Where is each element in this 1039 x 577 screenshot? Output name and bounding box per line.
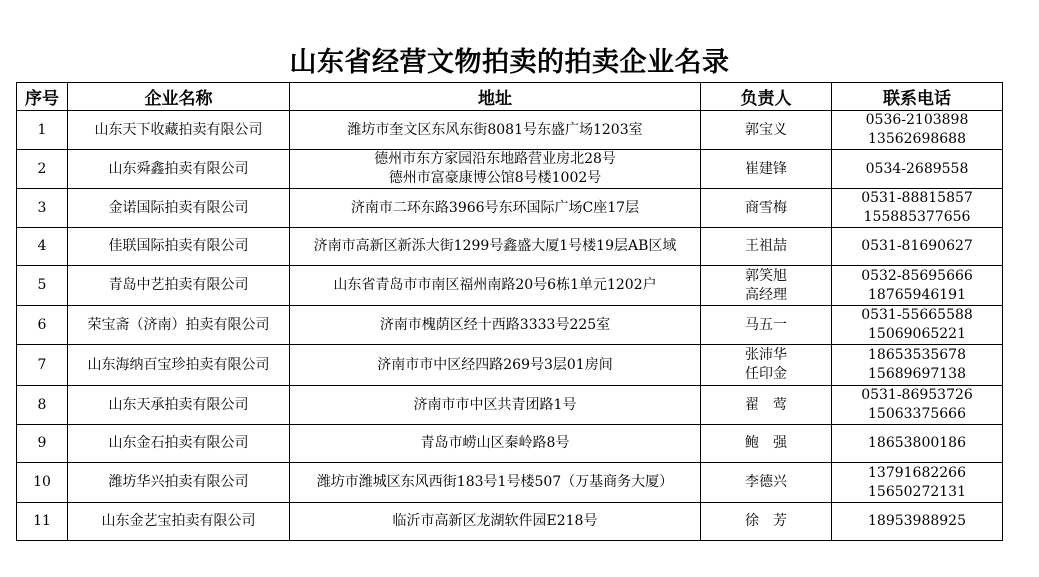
table-row: [17, 503, 1003, 541]
cell-no: 4: [17, 228, 68, 266]
table-row: [17, 111, 1003, 150]
cell-person-in-charge: 鲍 强: [701, 425, 832, 463]
page-title: 山东省经营文物拍卖的拍卖企业名录: [289, 47, 730, 78]
cell-no: 7: [17, 345, 68, 386]
cell-person-in-charge: 翟 莺: [701, 386, 832, 425]
cell-address: 潍坊市奎文区东风东街8081号东盛广场1203室: [290, 111, 701, 150]
cell-person-in-charge: 王祖喆: [701, 228, 832, 266]
table-header-row: [17, 83, 1003, 111]
cell-phone: 18653535678 15689697138: [832, 345, 1003, 386]
header-address: 地址: [290, 83, 701, 111]
cell-company-name: 佳联国际拍卖有限公司: [68, 228, 290, 266]
cell-address: 临沂市高新区龙湖软件园E218号: [290, 503, 701, 541]
cell-phone: 0532-85695666 18765946191: [832, 266, 1003, 306]
table-row: [17, 228, 1003, 266]
table-row: [17, 306, 1003, 345]
cell-person-in-charge: 张沛华 任印金: [701, 345, 832, 386]
cell-phone: 13791682266 15650272131: [832, 463, 1003, 503]
cell-address: 济南市槐荫区经十西路3333号225室: [290, 306, 701, 345]
header-no: 序号: [17, 83, 68, 111]
table-row: [17, 425, 1003, 463]
cell-company-name: 山东海纳百宝珍拍卖有限公司: [68, 345, 290, 386]
table-row: [17, 345, 1003, 386]
table-row: [17, 463, 1003, 503]
cell-company-name: 山东天承拍卖有限公司: [68, 386, 290, 425]
cell-phone: 0531-88815857 155885377656: [832, 189, 1003, 228]
cell-person-in-charge: 马五一: [701, 306, 832, 345]
cell-address: 济南市高新区新泺大街1299号鑫盛大厦1号楼19层AB区域: [290, 228, 701, 266]
cell-person-in-charge: 李德兴: [701, 463, 832, 503]
cell-address: 济南市市中区经四路269号3层01房间: [290, 345, 701, 386]
header-name: 企业名称: [68, 83, 290, 111]
cell-no: 6: [17, 306, 68, 345]
cell-person-in-charge: 郭笑旭 高经理: [701, 266, 832, 306]
cell-no: 9: [17, 425, 68, 463]
cell-company-name: 青岛中艺拍卖有限公司: [68, 266, 290, 306]
cell-no: 8: [17, 386, 68, 425]
cell-company-name: 山东金艺宝拍卖有限公司: [68, 503, 290, 541]
table-row: [17, 266, 1003, 306]
enterprise-table: [16, 82, 1003, 541]
cell-company-name: 山东金石拍卖有限公司: [68, 425, 290, 463]
cell-company-name: 山东天下收藏拍卖有限公司: [68, 111, 290, 150]
cell-company-name: 金诺国际拍卖有限公司: [68, 189, 290, 228]
cell-phone: 0536-2103898 13562698688: [832, 111, 1003, 150]
cell-no: 1: [17, 111, 68, 150]
cell-address: 济南市二环东路3966号东环国际广场C座17层: [290, 189, 701, 228]
table-row: [17, 386, 1003, 425]
table-row: [17, 150, 1003, 189]
cell-no: 2: [17, 150, 68, 189]
cell-person-in-charge: 商雪梅: [701, 189, 832, 228]
cell-phone: 18953988925: [832, 503, 1003, 541]
cell-phone: 0531-81690627: [832, 228, 1003, 266]
cell-person-in-charge: 崔建锋: [701, 150, 832, 189]
header-phone: 联系电话: [832, 83, 1003, 111]
cell-no: 10: [17, 463, 68, 503]
cell-phone: 0534-2689558: [832, 150, 1003, 189]
cell-no: 5: [17, 266, 68, 306]
header-head: 负责人: [701, 83, 832, 111]
table-body: [17, 111, 1003, 541]
cell-address: 德州市东方家园沿东地路营业房北28号 德州市富豪康博公馆8号楼1002号: [290, 150, 701, 189]
cell-address: 济南市市中区共青团路1号: [290, 386, 701, 425]
cell-no: 11: [17, 503, 68, 541]
cell-company-name: 潍坊华兴拍卖有限公司: [68, 463, 290, 503]
cell-address: 山东省青岛市市南区福州南路20号6栋1单元1202户: [290, 266, 701, 306]
cell-phone: 18653800186: [832, 425, 1003, 463]
cell-company-name: 荣宝斋（济南）拍卖有限公司: [68, 306, 290, 345]
cell-person-in-charge: 徐 芳: [701, 503, 832, 541]
cell-company-name: 山东舜鑫拍卖有限公司: [68, 150, 290, 189]
table-row: [17, 189, 1003, 228]
cell-address: 潍坊市潍城区东风西街183号1号楼507（万基商务大厦）: [290, 463, 701, 503]
cell-person-in-charge: 郭宝义: [701, 111, 832, 150]
cell-no: 3: [17, 189, 68, 228]
cell-phone: 0531-86953726 15063375666: [832, 386, 1003, 425]
cell-phone: 0531-55665588 15069065221: [832, 306, 1003, 345]
cell-address: 青岛市崂山区秦岭路8号: [290, 425, 701, 463]
